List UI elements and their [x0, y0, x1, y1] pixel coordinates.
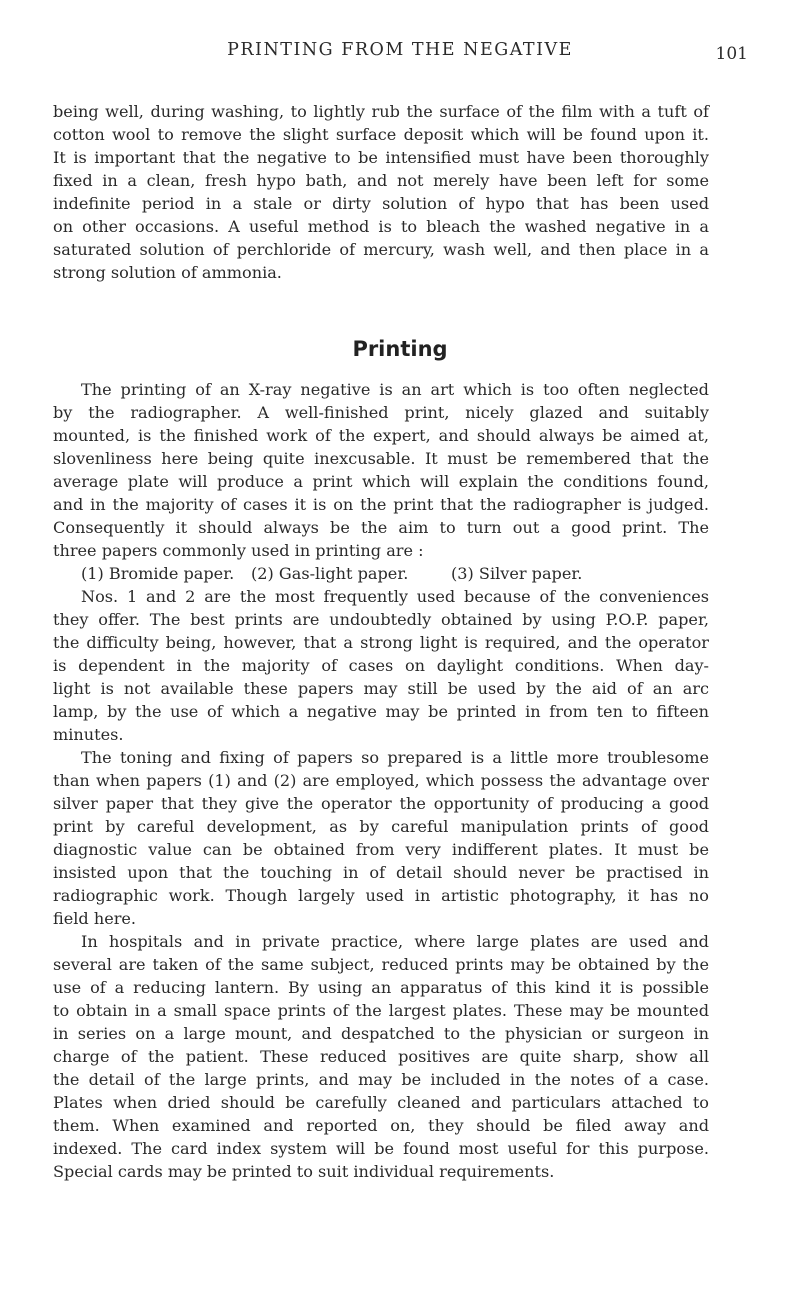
list-item: (3) Silver paper. [451, 564, 583, 583]
text-line: insisted upon that the touching in of detail should never be practised in [53, 863, 709, 882]
text-line: strong solution of ammonia. [53, 263, 282, 282]
text-line: three papers commonly used in printing are : [53, 541, 424, 560]
text-line: them. When examined and reported on, they should be filed away and [53, 1116, 709, 1135]
text-line: to obtain in a small space prints of the largest plates. These may be mounted [53, 1001, 709, 1020]
text-line: by the radiographer. A well-finished print, nicely glazed and suitably [53, 403, 709, 422]
text-line: light is not available these papers may still be used by the aid of an arc [53, 679, 709, 698]
text-line: Nos. 1 and 2 are the most frequently used because of the conveniences [81, 587, 709, 606]
text-line: being well, during washing, to lightly rub the surface of the film with a tuft of [53, 102, 709, 121]
text-line: radiographic work. Though largely used in artistic photography, it has no [53, 886, 709, 905]
text-line: the difficulty being, however, that a strong light is required, and the operator [53, 633, 709, 652]
list-item: (1) Bromide paper. [81, 564, 235, 583]
paper-list [53, 562, 709, 585]
text-line: print by careful development, as by careful manipulation prints of good [53, 817, 709, 836]
text-line: silver paper that they give the operator the opportunity of producing a good [53, 794, 709, 813]
text-line: indexed. The card index system will be found most useful for this purpose. [53, 1139, 709, 1158]
running-title: PRINTING FROM THE NEGATIVE [227, 40, 573, 60]
text-line: on other occasions. A useful method is to bleach the washed negative in a [53, 217, 709, 236]
text-line: fixed in a clean, fresh hypo bath, and not merely have been left for some [53, 171, 709, 190]
text-line: is dependent in the majority of cases on daylight conditions. When day- [53, 656, 709, 675]
text-line: It is important that the negative to be intensified must have been thoroughly [53, 148, 709, 167]
text-line: average plate will produce a print which will explain the conditions found, [53, 472, 709, 491]
text-line: lamp, by the use of which a negative may be printed in from ten to fifteen [53, 702, 709, 721]
text-line: several are taken of the same subject, reduced prints may be obtained by the [53, 955, 709, 974]
paragraph-printing-intro [53, 378, 709, 1183]
text-line: field here. [53, 909, 137, 928]
running-header [0, 40, 800, 70]
text-line: cotton wool to remove the slight surface deposit which will be found upon it. [53, 125, 709, 144]
text-line: In hospitals and in private practice, where large plates are used and [81, 932, 709, 951]
text-line: in series on a large mount, and despatched to the physician or surgeon in [53, 1024, 709, 1043]
text-line: indefinite period in a stale or dirty solution of hypo that has been used [53, 194, 709, 213]
text-line: Special cards may be printed to suit individual requirements. [53, 1162, 555, 1181]
section-heading: Printing [352, 337, 448, 361]
text-line: charge of the patient. These reduced positives are quite sharp, show all [53, 1047, 709, 1066]
text-line: diagnostic value can be obtained from very indifferent plates. It must be [53, 840, 709, 859]
text-line: slovenliness here being quite inexcusable. It must be remembered that the [53, 449, 709, 468]
text-line: The printing of an X-ray negative is an art which is too often neglected [81, 380, 709, 399]
text-line: minutes. [53, 725, 124, 744]
list-item: (2) Gas-light paper. [251, 564, 409, 583]
text-line: than when papers (1) and (2) are employed, which possess the advantage over [53, 771, 709, 790]
text-line: Plates when dried should be carefully cleaned and particulars attached to [53, 1093, 709, 1112]
text-line: Consequently it should always be the aim to turn out a good print. The [53, 518, 709, 537]
text-line: they offer. The best prints are undoubtedly obtained by using P.O.P. paper, [53, 610, 709, 629]
text-line: saturated solution of perchloride of mercury, wash well, and then place in a [53, 240, 709, 259]
text-line: and in the majority of cases it is on the print that the radiographer is judged. [53, 495, 709, 514]
text-line: use of a reducing lantern. By using an apparatus of this kind it is possible [53, 978, 709, 997]
text-line: mounted, is the finished work of the expert, and should always be aimed at, [53, 426, 709, 445]
page-number: 101 [715, 44, 748, 64]
paragraph-intensification [53, 100, 709, 284]
text-line: The toning and fixing of papers so prepared is a little more troublesome [81, 748, 709, 767]
text-line: the detail of the large prints, and may be included in the notes of a case. [53, 1070, 709, 1089]
